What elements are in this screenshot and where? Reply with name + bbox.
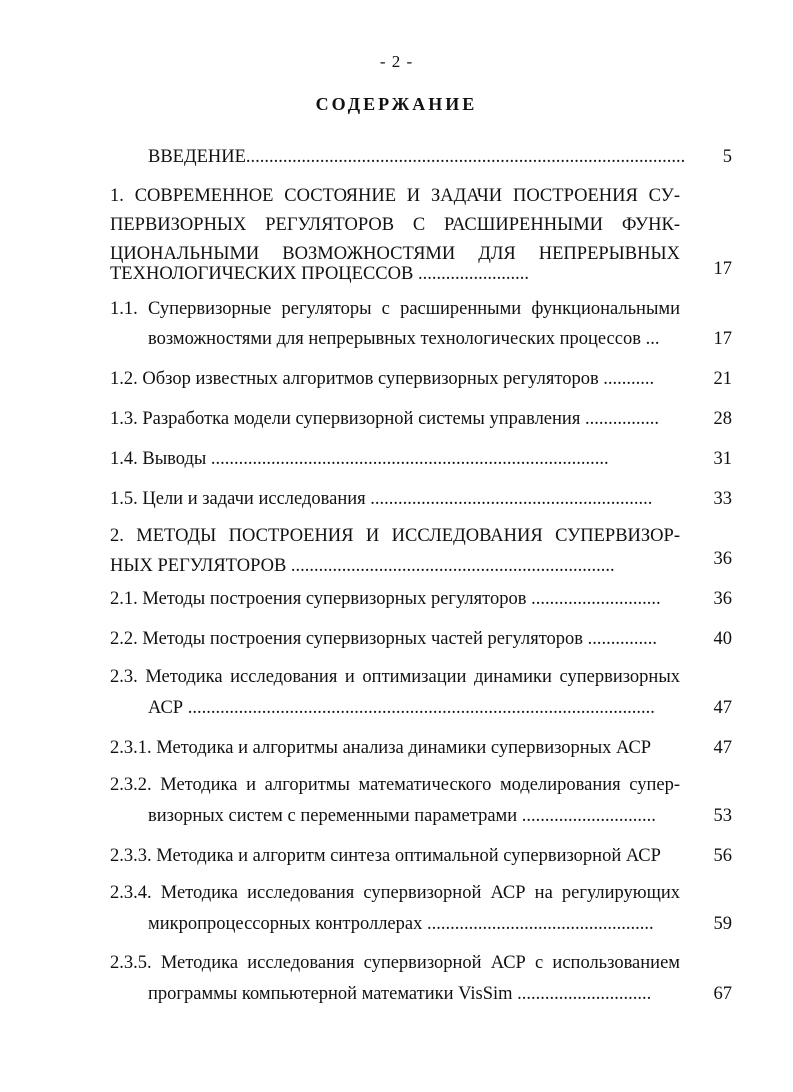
toc-section-1-2: 1.2. Обзор известных алгоритмов супервизорных регуляторов ........... [110, 369, 655, 389]
toc-page-1-2: 21 [713, 369, 732, 389]
toc-page-2-3-2: 53 [713, 806, 732, 826]
toc-page-2-3-3: 56 [713, 846, 732, 866]
toc-section-1-1-line-1: 1.1. Супервизорные регуляторы с расширенными функциональными [110, 299, 680, 319]
toc-page-1-5: 33 [713, 489, 732, 509]
toc-section-1-3: 1.3. Разработка модели супервизорной системы управления ................ [110, 409, 659, 429]
toc-chapter-1-line-2: ПЕРВИЗОРНЫХ РЕГУЛЯТОРОВ С РАСШИРЕННЫМИ ФУНК- [110, 215, 680, 235]
toc-chapter-2-line-2: НЫХ РЕГУЛЯТОРОВ ...................................................................... [110, 556, 615, 576]
toc-section-2-3-line-2: АСР ..................................................................................................... [148, 698, 655, 718]
toc-section-2-3-3: 2.3.3. Методика и алгоритм синтеза оптимальной супервизорной АСР [110, 846, 661, 866]
toc-section-2-2: 2.2. Методы построения супервизорных частей регуляторов ............... [110, 629, 658, 649]
toc-chapter-2-line-1: 2. МЕТОДЫ ПОСТРОЕНИЯ И ИССЛЕДОВАНИЯ СУПЕРВИЗОР- [110, 526, 680, 546]
toc-section-1-1-line-2: возможностями для непрерывных технологических процессов ... [148, 329, 660, 349]
toc-page-intro: 5 [722, 147, 732, 167]
toc-page-2-3-1: 47 [713, 738, 732, 758]
toc-entry-intro: ВВЕДЕНИЕ............................................................................................... [148, 147, 686, 167]
toc-section-2-1: 2.1. Методы построения супервизорных регуляторов ............................ [110, 589, 661, 609]
toc-section-2-3-4-line-2: микропроцессорных контроллерах ................................................. [148, 914, 654, 934]
page-title: СОДЕРЖАНИЕ [315, 94, 478, 114]
toc-section-1-5: 1.5. Цели и задачи исследования ............................................................. [110, 489, 653, 509]
toc-section-2-3-5-line-1: 2.3.5. Методика исследования супервизорной АСР с использованием [110, 953, 680, 973]
toc-chapter-1-line-4: ТЕХНОЛОГИЧЕСКИХ ПРОЦЕССОВ ........................ [110, 264, 529, 284]
toc-section-2-3-5-line-2: программы компьютерной математики VisSim ............................. [148, 984, 652, 1004]
toc-page-chapter-2: 36 [713, 549, 732, 569]
toc-page-2-3-4: 59 [713, 914, 732, 934]
toc-section-2-3-2-line-1: 2.3.2. Методика и алгоритмы математического моделирования супер- [110, 775, 680, 795]
toc-section-1-4: 1.4. Выводы ...................................................................................... [110, 449, 609, 469]
toc-page-2-3-5: 67 [713, 984, 732, 1004]
toc-page-1-4: 31 [713, 449, 732, 469]
toc-page-1-3: 28 [713, 409, 732, 429]
toc-chapter-1-line-1: 1. СОВРЕМЕННОЕ СОСТОЯНИЕ И ЗАДАЧИ ПОСТРОЕНИЯ СУ- [110, 186, 680, 206]
toc-page-1-1: 17 [713, 329, 732, 349]
toc-section-2-3-1: 2.3.1. Методика и алгоритмы анализа динамики супервизорных АСР [110, 738, 652, 758]
toc-page-2-1: 36 [713, 589, 732, 609]
toc-section-2-3-line-1: 2.3. Методика исследования и оптимизации динамики супервизорных [110, 667, 680, 687]
toc-section-2-3-4-line-1: 2.3.4. Методика исследования супервизорной АСР на регулирующих [110, 883, 680, 903]
toc-page-2-2: 40 [713, 629, 732, 649]
toc-section-2-3-2-line-2: визорных систем с переменными параметрами ............................. [148, 806, 656, 826]
page-number: - 2 - [379, 52, 414, 71]
toc-page-chapter-1: 17 [713, 259, 732, 279]
toc-chapter-1-line-3: ЦИОНАЛЬНЫМИ ВОЗМОЖНОСТЯМИ ДЛЯ НЕПРЕРЫВНЫХ [110, 244, 680, 264]
toc-page-2-3: 47 [713, 698, 732, 718]
